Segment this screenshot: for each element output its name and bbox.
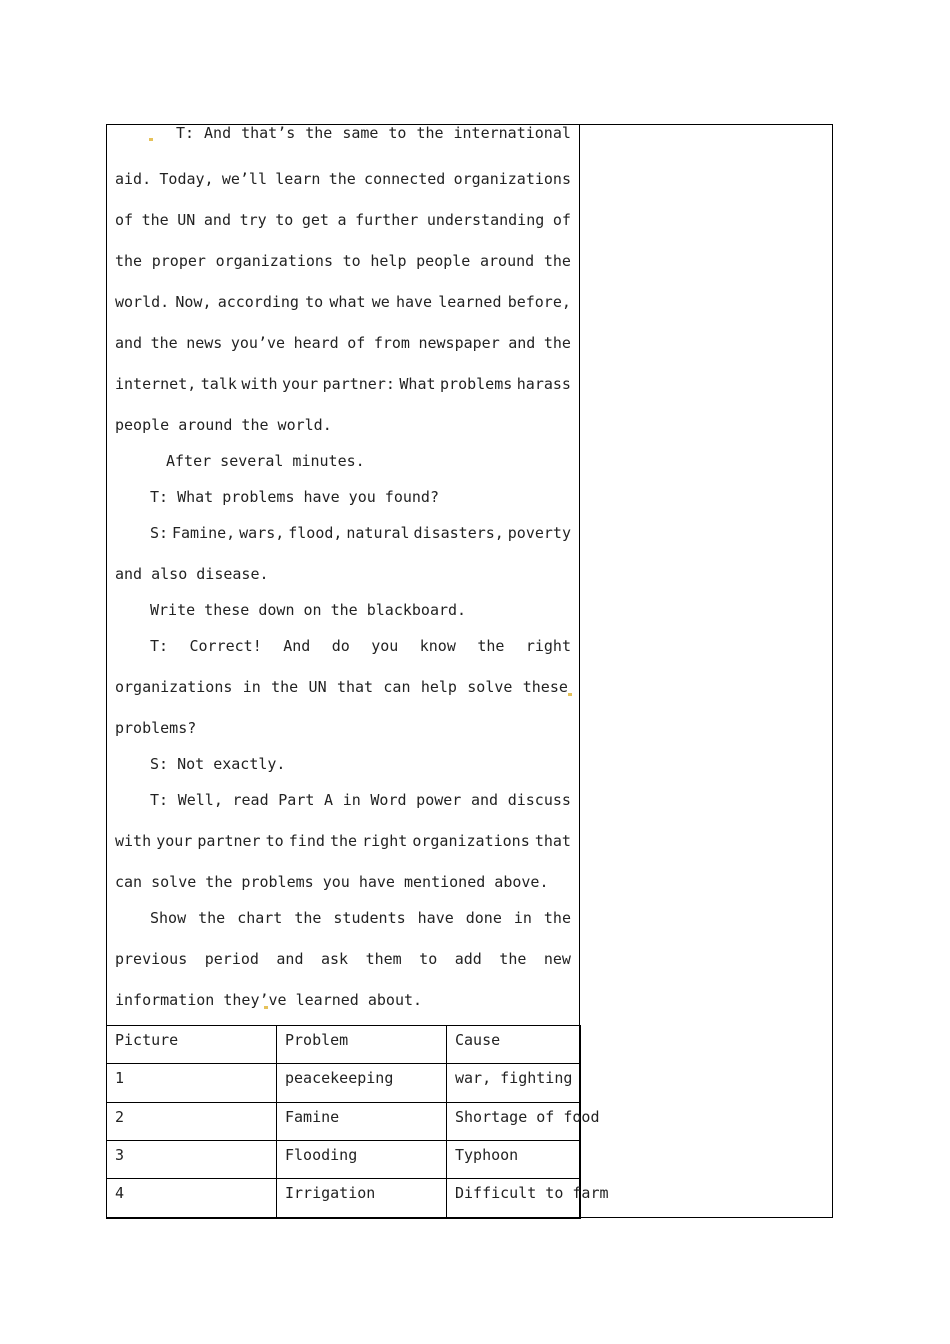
- word: learned: [438, 293, 502, 311]
- word: newspaper: [418, 334, 500, 352]
- word: international: [453, 124, 571, 142]
- table-cell: 4: [107, 1179, 277, 1219]
- table-cell: Famine: [277, 1103, 447, 1141]
- word: with: [241, 375, 278, 393]
- word: the: [294, 909, 322, 927]
- word: the: [150, 334, 178, 352]
- word: people: [416, 252, 471, 270]
- word: Show: [150, 909, 187, 927]
- word: the: [416, 124, 444, 142]
- word: the: [543, 252, 571, 270]
- table-cell: Irrigation: [277, 1179, 447, 1219]
- word: the: [329, 832, 358, 850]
- word: Famine,: [172, 524, 236, 542]
- text-line: people around the world.: [115, 416, 332, 434]
- word: What: [399, 375, 436, 393]
- text-line: [115, 832, 571, 850]
- text-line: [150, 524, 571, 542]
- text-line: [115, 293, 571, 311]
- word: Word: [370, 791, 407, 809]
- word: we’ll: [221, 170, 267, 188]
- word: that’s: [241, 124, 296, 142]
- word: Now,: [175, 293, 212, 311]
- word: help: [420, 678, 457, 696]
- word: discuss: [507, 791, 571, 809]
- table-cell: 1: [107, 1064, 277, 1103]
- word: T:: [150, 791, 169, 809]
- word: organizations: [453, 170, 571, 188]
- word: natural: [346, 524, 410, 542]
- word: partner:: [322, 375, 395, 393]
- highlight-mark: [149, 138, 153, 141]
- text-line: [115, 950, 571, 968]
- word: that: [336, 678, 374, 696]
- word: to: [419, 950, 438, 968]
- text-line: Write these down on the blackboard.: [150, 601, 467, 619]
- word: internet,: [115, 375, 197, 393]
- text-line: [115, 375, 571, 393]
- text-line: After several minutes.: [166, 452, 365, 470]
- table-header-cell: Problem: [277, 1026, 447, 1064]
- word: T:: [176, 124, 195, 142]
- text-line: problems?: [115, 719, 197, 737]
- word: to: [388, 124, 407, 142]
- text-line: [115, 678, 568, 696]
- word: organizations: [115, 678, 233, 696]
- word: flood,: [288, 524, 343, 542]
- word: before,: [507, 293, 571, 311]
- word: that: [534, 832, 571, 850]
- word: Well,: [177, 791, 223, 809]
- table-cell: Flooding: [277, 1141, 447, 1179]
- word: and: [470, 791, 499, 809]
- text-line: and also disease.: [115, 565, 269, 583]
- table-row: [107, 1179, 581, 1219]
- word: help: [370, 252, 407, 270]
- text-line: can solve the problems you have mentioned above.: [115, 873, 549, 891]
- text-line: [150, 791, 571, 809]
- table-cell: war, fighting: [447, 1064, 581, 1103]
- word: to: [305, 293, 324, 311]
- word: understanding: [426, 211, 545, 229]
- word: get: [301, 211, 329, 229]
- word: the: [198, 909, 226, 927]
- text-line: [115, 211, 571, 229]
- word: your: [282, 375, 319, 393]
- word: world.: [115, 293, 170, 311]
- word: the: [543, 334, 571, 352]
- word: to: [275, 211, 294, 229]
- word: heard: [293, 334, 339, 352]
- word: partner: [197, 832, 261, 850]
- table-cell: Difficult to farm: [447, 1179, 581, 1219]
- table-cell: Typhoon: [447, 1141, 581, 1179]
- word: disasters,: [413, 524, 504, 542]
- word: the: [305, 124, 333, 142]
- table-header-cell: Picture: [107, 1026, 277, 1064]
- word: the: [141, 211, 169, 229]
- word: of: [115, 211, 134, 229]
- word: A: [324, 791, 334, 809]
- word: add: [454, 950, 482, 968]
- word: Part: [278, 791, 315, 809]
- word: further: [355, 211, 419, 229]
- table-cell: peacekeeping: [277, 1064, 447, 1103]
- word: with: [115, 832, 152, 850]
- text-line: [115, 334, 571, 352]
- word: what: [329, 293, 366, 311]
- table-cell: 3: [107, 1141, 277, 1179]
- word: have: [395, 293, 433, 311]
- word: new: [543, 950, 571, 968]
- word: period: [204, 950, 259, 968]
- word: in: [342, 791, 361, 809]
- word: do: [331, 637, 350, 655]
- word: in: [513, 909, 532, 927]
- word: UN: [177, 211, 196, 229]
- problem-cause-table: [106, 1025, 609, 1219]
- word: from: [373, 334, 410, 352]
- text-line: [176, 124, 571, 142]
- word: your: [156, 832, 193, 850]
- word: know: [419, 637, 456, 655]
- word: to: [265, 832, 284, 850]
- text-line: [115, 170, 571, 188]
- word: news: [186, 334, 223, 352]
- word: harass: [516, 375, 571, 393]
- word: students: [333, 909, 406, 927]
- word: organizations: [412, 832, 530, 850]
- word: proper: [151, 252, 206, 270]
- word: aid.: [115, 170, 152, 188]
- word: have: [417, 909, 454, 927]
- word: learn: [275, 170, 321, 188]
- word: right: [525, 637, 571, 655]
- word: And: [283, 637, 311, 655]
- word: you: [371, 637, 399, 655]
- word: find: [288, 832, 325, 850]
- word: solve: [467, 678, 513, 696]
- word: power: [416, 791, 462, 809]
- table-cell: 2: [107, 1103, 277, 1141]
- highlight-mark: [568, 693, 572, 696]
- word: the: [271, 678, 299, 696]
- word: and: [115, 334, 143, 352]
- table-cell: Shortage of food: [447, 1103, 581, 1141]
- word: talk: [200, 375, 237, 393]
- word: chart: [237, 909, 283, 927]
- word: and: [276, 950, 304, 968]
- word: try: [239, 211, 267, 229]
- word: the: [477, 637, 505, 655]
- word: and: [203, 211, 231, 229]
- table-row: [107, 1103, 581, 1141]
- word: of: [347, 334, 366, 352]
- word: UN: [308, 678, 327, 696]
- word: right: [362, 832, 408, 850]
- word: we: [371, 293, 390, 311]
- word: read: [232, 791, 269, 809]
- word: of: [552, 211, 571, 229]
- word: wars,: [239, 524, 285, 542]
- word: can: [383, 678, 411, 696]
- word: you’ve: [230, 334, 286, 352]
- word: organizations: [215, 252, 333, 270]
- text-line: T: What problems have you found?: [150, 488, 439, 506]
- word: And: [204, 124, 232, 142]
- word: the: [543, 909, 571, 927]
- text-line: [115, 252, 571, 270]
- word: the: [328, 170, 356, 188]
- word: previous: [115, 950, 188, 968]
- table-row: [107, 1141, 581, 1179]
- text-line: information they’ve learned about.: [115, 991, 423, 1009]
- word: Today,: [159, 170, 214, 188]
- word: them: [365, 950, 402, 968]
- word: to: [342, 252, 361, 270]
- word: same: [342, 124, 379, 142]
- word: S:: [150, 524, 169, 542]
- word: a: [337, 211, 347, 229]
- text-line: [150, 909, 571, 927]
- word: and: [508, 334, 536, 352]
- word: connected: [364, 170, 446, 188]
- word: poverty: [507, 524, 571, 542]
- word: in: [242, 678, 261, 696]
- word: around: [480, 252, 535, 270]
- word: T:: [150, 637, 169, 655]
- word: problems: [440, 375, 513, 393]
- word: according: [217, 293, 299, 311]
- table-header-row: [107, 1026, 581, 1064]
- table-header-cell: Cause: [447, 1026, 581, 1064]
- word: these: [522, 678, 568, 696]
- text-line: [150, 637, 571, 655]
- table-row: [107, 1064, 581, 1103]
- word: the: [115, 252, 143, 270]
- text-line: S: Not exactly.: [150, 755, 286, 773]
- word: the: [499, 950, 527, 968]
- word: Correct!: [189, 637, 262, 655]
- word: done: [465, 909, 502, 927]
- word: ask: [320, 950, 349, 968]
